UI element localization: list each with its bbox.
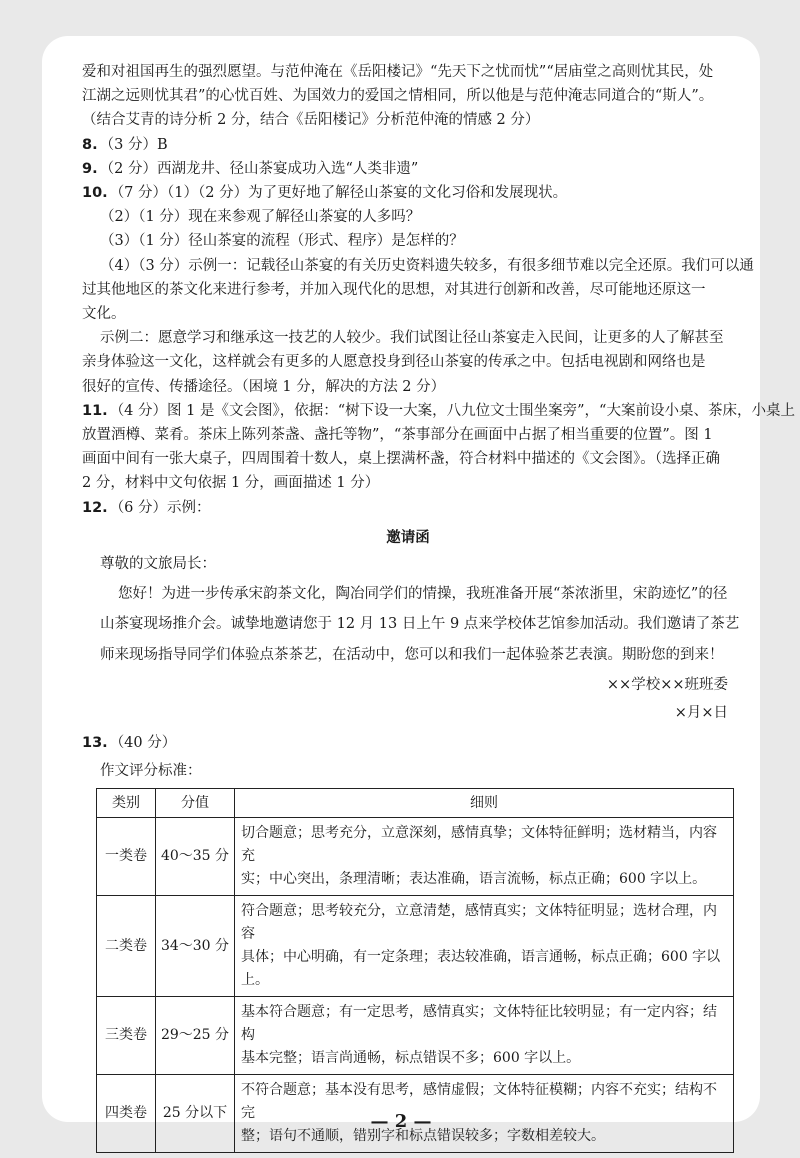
answer-text: （2 分）西湖龙井、径山茶宴成功入选“人类非遗”: [99, 160, 419, 177]
question-12: [82, 496, 734, 520]
answer-text: （6 分）示例：: [109, 499, 211, 516]
detail-line: 整；语句不通顺，错别字和标点错误较多；字数相差较大。: [241, 1127, 605, 1144]
row-score: 25 分以下: [156, 1074, 235, 1152]
question-8: [82, 133, 734, 157]
grading-table: [96, 788, 734, 1153]
detail-line: 实；中心突出，条理清晰；表达准确，语言流畅，标点正确；600 字以上。: [241, 870, 707, 887]
question-number: 8.: [82, 136, 98, 153]
answer-content: [82, 60, 795, 1153]
letter-body-line: 师来现场指导同学们体验点茶茶艺，在活动中，您可以和我们一起体验茶艺表演。期盼您的到来！: [100, 646, 724, 663]
letter-body-line: 山茶宴现场推介会。诚挚地邀请您于 12 月 13 日上午 9 点来学校体艺馆参加活动。我们邀请了茶艺: [100, 616, 740, 633]
text-line: （3）（1 分）径山茶宴的流程（形式、程序）是怎样的？: [100, 233, 464, 250]
question-11: [82, 399, 795, 423]
text-line: 爱和对祖国再生的强烈愿望。与范仲淹在《岳阳楼记》“先天下之忧而忧”“居庙堂之高则忧其民，处: [82, 64, 714, 80]
question-number: 10.: [82, 185, 108, 202]
letter-body-line: 您好！为进一步传承宋韵茶文化，陶冶同学们的情操，我班准备开展“茶浓浙里，宋韵迹忆”的径: [118, 586, 728, 603]
detail-line: 符合题意；思考较充分，立意清楚，感情真实；文体特征明显；选材合理，内容: [241, 902, 717, 942]
answer-text: （7 分）（1）（2 分）为了更好地了解径山茶宴的文化习俗和发展现状。: [109, 185, 568, 202]
question-number: 13.: [82, 735, 108, 752]
table-row: [97, 817, 734, 895]
page-sheet: [42, 36, 795, 1144]
letter-signature: ××学校××班班委: [606, 676, 728, 693]
page-number: — 2 —: [370, 1111, 432, 1132]
question-9: [82, 157, 734, 181]
detail-line: 具体；中心明确，有一定条理；表达较准确，语言通畅，标点正确；600 字以上。: [241, 948, 721, 988]
question-10: [82, 181, 734, 205]
text-line: 江湖之远则忧其君”的心忧百姓、为国效力的爱国之情相同，所以他是与范仲淹志同道合的“斯人”。: [82, 88, 714, 105]
detail-line: 切合题意；思考充分，立意深刻，感情真挚；文体特征鲜明；选材精当，内容充: [241, 824, 717, 864]
text-line: 文化。: [82, 306, 126, 323]
text-line: 2 分，材料中文句依据 1 分，画面描述 1 分）: [82, 475, 380, 492]
answer-text: （40 分）: [109, 735, 177, 752]
text-line: 画面中间有一张大桌子，四周围着十数人，桌上摆满杯盏，符合材料中描述的《文会图》。（选择正确: [82, 451, 720, 468]
text-line: （2）（1 分）现在来参观了解径山茶宴的人多吗？: [100, 209, 421, 226]
row-category: 一类卷: [97, 817, 156, 895]
row-category: 三类卷: [97, 996, 156, 1074]
row-detail: [235, 996, 734, 1074]
detail-line: 基本符合题意；有一定思考，感情真实；文体特征比较明显；有一定内容；结构: [241, 1003, 717, 1043]
row-detail: [235, 895, 734, 996]
text-line: 亲身体验这一文化，这样就会有更多的人愿意投身到径山茶宴的传承之中。包括电视剧和网络也是: [82, 354, 706, 371]
letter-title: 邀请函: [386, 528, 430, 546]
row-detail: [235, 817, 734, 895]
detail-line: 基本完整；语言尚通畅，标点错误不多；600 字以上。: [241, 1049, 581, 1066]
text-line: 放置酒樽、菜肴。茶床上陈列茶盏、盏托等物”，“茶事部分在画面中占据了相当重要的位置”。图 1: [82, 427, 713, 444]
table-header-row: [97, 788, 734, 817]
row-score: 40～35 分: [156, 817, 235, 895]
table-row: [97, 996, 734, 1074]
question-13: [82, 731, 734, 755]
text-line: （4）（3 分）示例一：记载径山茶宴的有关历史资料遗失较多，有很多细节难以完全还原。我们可以通: [100, 257, 754, 274]
answer-text: （3 分）B: [99, 136, 168, 153]
row-category: 二类卷: [97, 895, 156, 996]
header-detail: 细则: [235, 788, 734, 817]
text-line: （结合艾青的诗分析 2 分，结合《岳阳楼记》分析范仲淹的情感 2 分）: [82, 112, 540, 129]
letter-date: ×月×日: [674, 705, 728, 722]
question-number: 11.: [82, 402, 108, 419]
row-score: 34～30 分: [156, 895, 235, 996]
text-line: 很好的宣传、传播途径。（困境 1 分，解决的方法 2 分）: [82, 378, 446, 395]
question-number: 12.: [82, 499, 108, 516]
question-number: 9.: [82, 160, 98, 177]
table-row: [97, 895, 734, 996]
answer-text: （4 分）图 1 是《文会图》，依据：“树下设一大案，八九位文士围坐案旁”，“大案前设小桌、茶床，小桌上: [109, 402, 795, 419]
text-line: 示例二：愿意学习和继承这一技艺的人较少。我们试图让径山茶宴走入民间，让更多的人了解甚至: [100, 330, 724, 347]
grading-subtitle: 作文评分标准：: [100, 763, 202, 780]
detail-line: 不符合题意；基本没有思考，感情虚假；文体特征模糊；内容不充实；结构不完: [241, 1081, 717, 1121]
header-score: 分值: [156, 788, 235, 817]
row-category: 四类卷: [97, 1074, 156, 1152]
letter-greeting: 尊敬的文旅局长：: [100, 556, 216, 573]
text-line: 过其他地区的茶文化来进行参考，并加入现代化的思想，对其进行创新和改善，尽可能地还原这一: [82, 281, 706, 298]
header-category: 类别: [97, 788, 156, 817]
row-score: 29～25 分: [156, 996, 235, 1074]
